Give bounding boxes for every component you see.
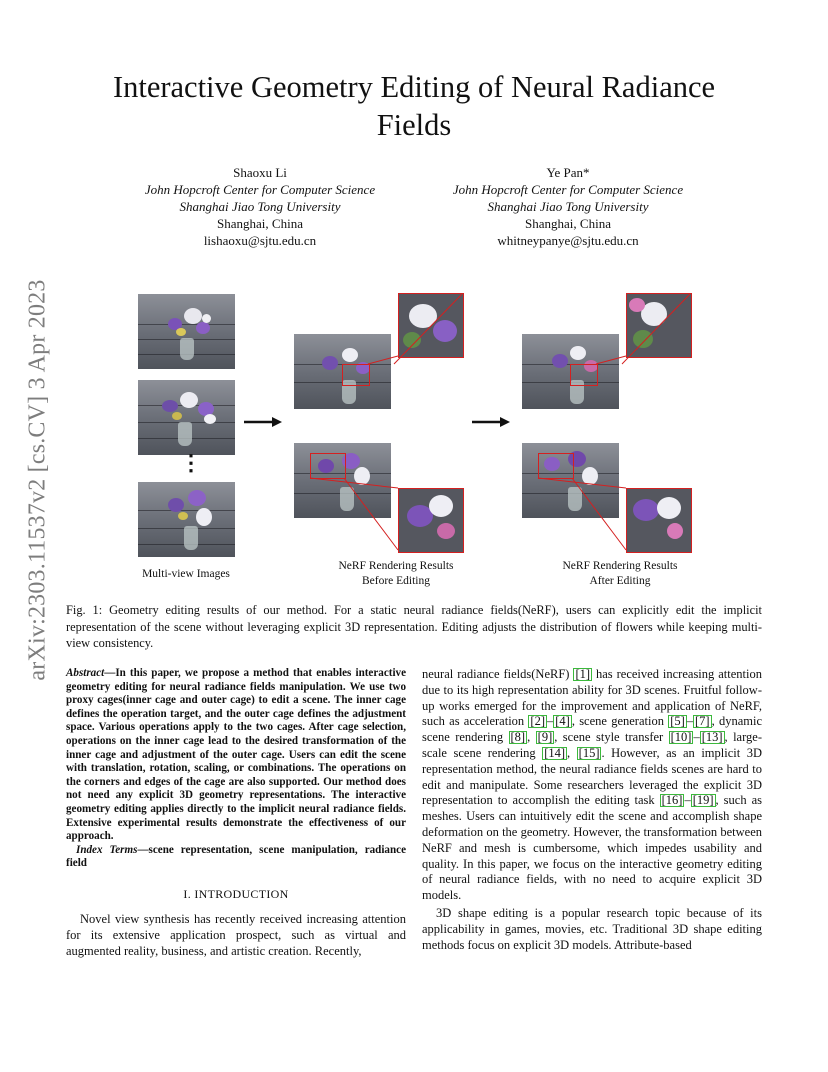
inset-connector: [306, 450, 466, 560]
left-column: [66, 667, 406, 959]
citation-link[interactable]: [7]: [695, 714, 710, 729]
shape-editing-paragraph: 3D shape editing is a popular research topic because of its applicability in games, movies, etc. Traditional 3D shape editing methods focus on explicit 3D models. Attribute-based: [422, 905, 762, 952]
author-name: Shaoxu Li: [233, 165, 287, 180]
author-block-1: [100, 164, 420, 249]
multiview-photo: [138, 482, 235, 557]
intro-paragraph: Novel view synthesis has recently received increasing attention for its extensive application prospect, such as virtual and augmented reality, business, and artistic creation. Recently,: [66, 911, 406, 958]
figure-label-after: NeRF Rendering Results After Editing: [562, 560, 678, 587]
author-affiliation: John Hopcroft Center for Computer Science: [144, 182, 376, 197]
citation-link[interactable]: [5]: [670, 714, 685, 729]
figure-label-before: NeRF Rendering Results Before Editing: [338, 560, 454, 587]
citation-link[interactable]: [4]: [555, 714, 570, 729]
citation-link[interactable]: [2]: [530, 714, 545, 729]
section-heading: I. INTRODUCTION: [183, 886, 289, 901]
index-terms: [66, 844, 406, 871]
citation-link[interactable]: [13]: [701, 730, 723, 745]
right-column: [422, 667, 762, 953]
multiview-photo: [138, 380, 235, 455]
citation-link[interactable]: [19]: [692, 793, 714, 808]
author-affiliation: John Hopcroft Center for Computer Science: [452, 182, 684, 197]
teaser-figure: [136, 290, 692, 595]
intro-paragraph-continued: neural radiance fields(NeRF) [1] has received increasing attention due to its high representation ability for 3D scenes. Fruitful follow-up works emerged for the improvement and application of NeRF, such as acceleration [2] – [4] , scene generation [5] – [7] , dynamic scene rendering [8] , [9] , scene style transfer [10] – [13] , large-scale scene rendering [14] , [15] . However, as an implicit 3D representation method, the neural radiance fields scenes are hard to edit and manipulate. Some researchers leveraged the explicit 3D representation to accomplish the editing task [16] – [19] , such as meshes. Users can intuitively edit the scene and accomplish shape deformation on the geometry. However, the transformation between NeRF and mesh is cumbersome, which impedes usability and quality. In this paper, we focus on the interactive geometry editing of neural radiance fields, with no need to acquire explicit 3D models.: [422, 667, 763, 903]
author-affiliation: Shanghai Jiao Tong University: [179, 199, 341, 214]
multiview-photo: [138, 294, 235, 369]
citation-link[interactable]: [14]: [544, 745, 566, 760]
author-name: Ye Pan*: [546, 165, 590, 180]
author-email[interactable]: whitneypanye@sjtu.edu.cn: [497, 233, 639, 248]
inset-connector: [534, 450, 694, 560]
citation-link[interactable]: [16]: [661, 793, 683, 808]
abstract: [66, 667, 406, 844]
index-terms-text: —scene representation, scene manipulation, radiance field: [66, 843, 406, 870]
citation-link[interactable]: [10]: [670, 730, 692, 745]
inset-connector: [336, 290, 466, 390]
author-block-2: [408, 164, 728, 249]
citation-link[interactable]: [9]: [537, 730, 553, 745]
citation-link[interactable]: [8]: [510, 730, 526, 745]
abstract-lead: Abstract: [66, 667, 105, 679]
arrow-right-icon: [244, 414, 282, 430]
abstract-text: —In this paper, we propose a method that enables interactive geometry editing for neural radiance fields manipulation. We use two proxy cages(inner cage and outer cage) to edit a scene. The inner cage defines the operation target, and the outer cage defines the adjustment space. Various operations apply to the two cages. After cage selection, operations on the inner cage lead to the desired transformation of the inner cage and adjustment of the outer cage. Users can edit the scene with translation, rotation, scaling, or combinations. The operations on the corners and edges of the cage are also supported. Our method does not need any explicit 3D geometry representations. The interactive geometry editing applies directly to the implicit neural radiance fields. Extensive experimental results demonstrate the effectiveness of our approach.: [66, 667, 406, 843]
ellipsis-dots: ⋮: [180, 450, 202, 475]
figure-label-multiview: Multi-view Images: [142, 568, 230, 580]
author-affiliation: Shanghai Jiao Tong University: [487, 199, 649, 214]
citation-link[interactable]: [15]: [578, 745, 600, 760]
arxiv-identifier: arXiv:2303.11537v2 [cs.CV] 3 Apr 2023: [24, 279, 51, 681]
citation-link[interactable]: [1]: [575, 667, 591, 681]
inset-connector: [564, 290, 694, 390]
author-email[interactable]: lishaoxu@sjtu.edu.cn: [203, 233, 317, 248]
author-location: Shanghai, China: [217, 216, 303, 231]
figure-caption: Fig. 1: Geometry editing results of our method. For a static neural radiance fields(NeRF), users can explicitly edit the implicit representation of the scene without leveraging explicit 3D representation. Editing adjusts the distribution of flowers while keeping multi-view consistency.: [66, 603, 762, 650]
author-location: Shanghai, China: [525, 216, 611, 231]
arrow-right-icon: [472, 414, 510, 430]
paper-title: Interactive Geometry Editing of Neural Radiance Fields: [112, 70, 716, 142]
index-terms-lead: Index Terms: [76, 843, 138, 856]
